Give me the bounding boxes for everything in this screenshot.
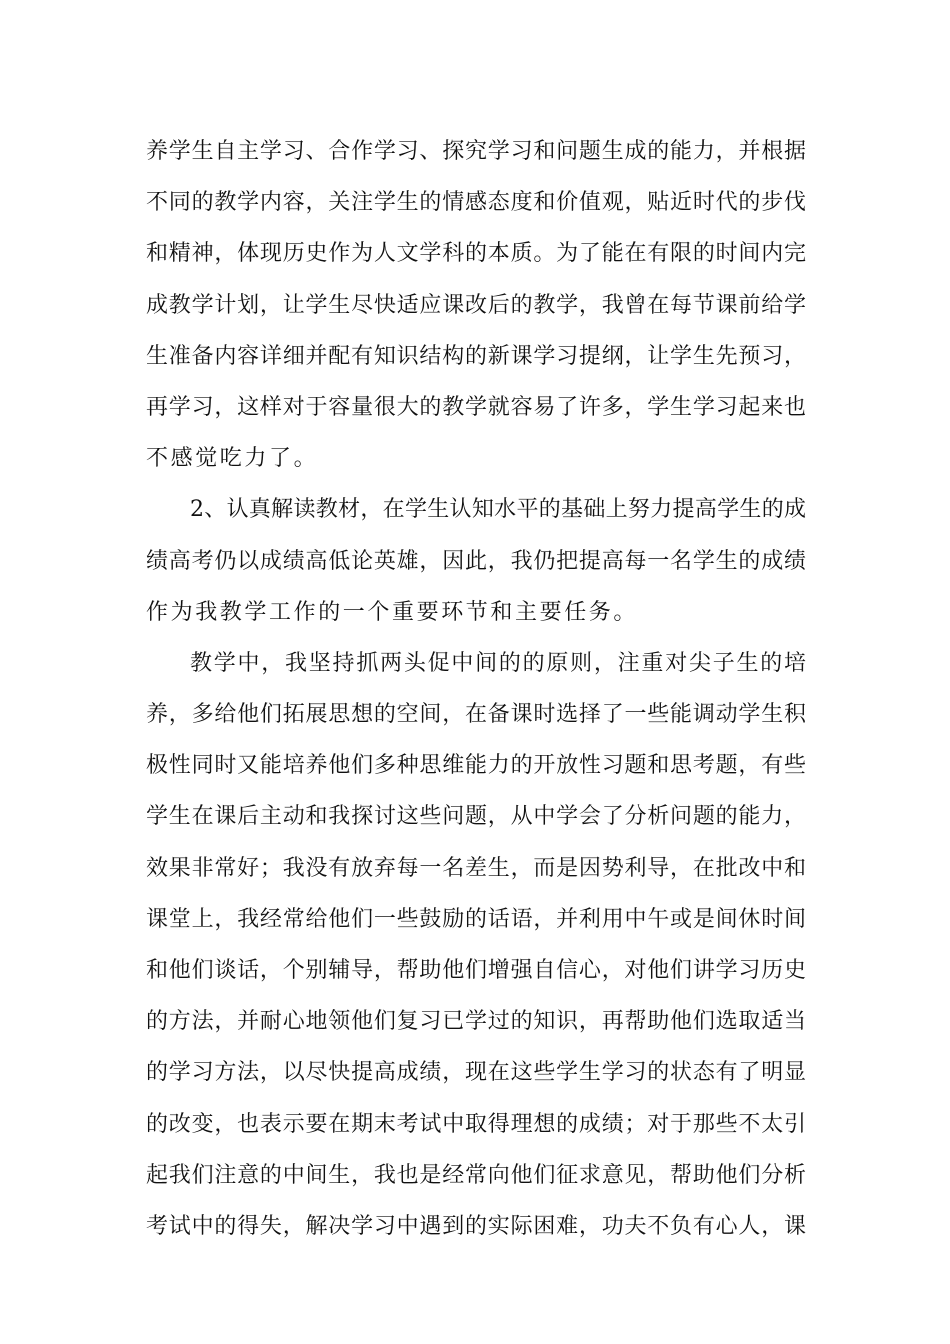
text-line: 作为我教学工作的一个重要环节和主要任务。: [146, 599, 639, 625]
text-line: 教学中，我坚持抓两头促中间的的原则，注重对尖子生的培: [190, 650, 806, 676]
text-line: 不感觉吃力了。: [146, 446, 319, 472]
text-line: 学生在课后主动和我探讨这些问题，从中学会了分析问题的能力，: [146, 804, 806, 830]
text-line: 起我们注意的中间生，我也是经常向他们征求意见，帮助他们分析: [146, 1162, 806, 1188]
text-line: 成教学计划，让学生尽快适应课改后的教学，我曾在每节课前给学: [146, 292, 806, 318]
text-line: 2、认真解读教材，在学生认知水平的基础上努力提高学生的成: [190, 497, 806, 523]
text-line: 极性同时又能培养他们多种思维能力的开放性习题和思考题，有些: [146, 753, 806, 779]
text-line: 课堂上，我经常给他们一些鼓励的话语，并利用中午或是间休时间: [146, 906, 806, 932]
text-line: 的学习方法，以尽快提高成绩，现在这些学生学习的状态有了明显: [146, 1060, 806, 1086]
text-line: 养，多给他们拓展思想的空间，在备课时选择了一些能调动学生积: [146, 702, 806, 728]
text-line: 生准备内容详细并配有知识结构的新课学习提纲，让学生先预习，: [146, 343, 806, 369]
text-line: 考试中的得失，解决学习中遇到的实际困难，功夫不负有心人，课: [146, 1213, 806, 1239]
text-line: 和精神，体现历史作为人文学科的本质。为了能在有限的时间内完: [146, 241, 806, 267]
text-line: 的方法，并耐心地领他们复习已学过的知识，再帮助他们选取适当: [146, 1009, 806, 1035]
text-line: 效果非常好；我没有放弃每一名差生，而是因势利导，在批改中和: [146, 855, 806, 881]
text-line: 的改变，也表示要在期末考试中取得理想的成绩；对于那些不太引: [146, 1111, 806, 1137]
text-line: 不同的教学内容，关注学生的情感态度和价值观，贴近时代的步伐: [146, 190, 806, 216]
text-line: 和他们谈话，个别辅导，帮助他们增强自信心，对他们讲学习历史: [146, 958, 806, 983]
text-line: 再学习，这样对于容量很大的教学就容易了许多，学生学习起来也: [146, 394, 806, 420]
text-line: 绩高考仍以成绩高低论英雄，因此，我仍把提高每一名学生的成绩: [146, 548, 806, 574]
body-text: [146, 133, 806, 1259]
text-line: 养学生自主学习、合作学习、探究学习和问题生成的能力，并根据: [146, 139, 806, 164]
